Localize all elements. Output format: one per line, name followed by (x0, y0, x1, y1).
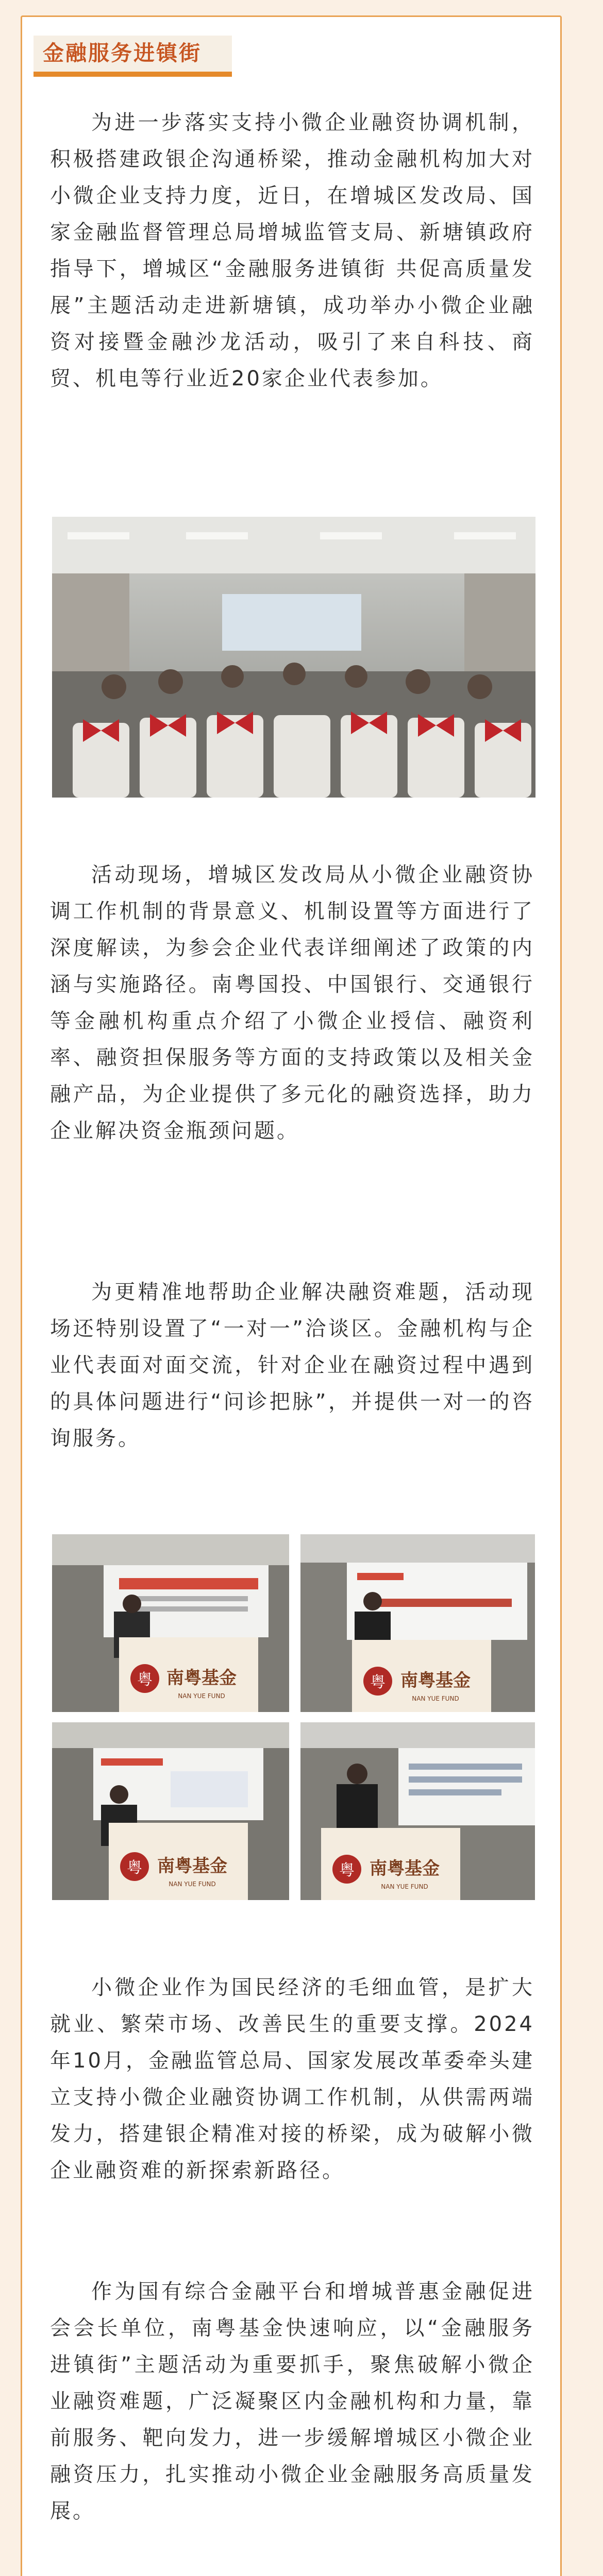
podium-brand-cn: 南粤基金 (157, 1856, 227, 1876)
paragraph-conclusion: 作为国有综合金融平台和增城普惠金融促进会会长单位，南粤基金快速响应，以“金融服务进镇街”主题活动为重要抓手，聚焦破解小微企业融资难题，广泛凝聚区内金融机构和力量，靠前服务、靶向发力，进一步缓解增城区小微企业融资压力，扎实推动小微企业金融服务高质量发展。 (50, 2280, 534, 2523)
speaker-photo-3 (52, 1722, 289, 1900)
podium-brand-cn: 南粤基金 (400, 1670, 471, 1691)
paragraph-intro: 为进一步落实支持小微企业融资协调机制，积极搭建政银企沟通桥梁，推动金融机构加大对小微企业支持力度，近日，在增城区发改局、国家金融监督管理总局增城监管支局、新塘镇政府指导下，增城区“金融服务进镇街 共促高质量发展”主题活动走进新塘镇，成功举办小微企业融资对接暨金融沙龙活动，吸引了来自科技、商贸、机电等行业近20家企业代表参加。 (50, 111, 534, 391)
speaker-photo-1 (52, 1534, 289, 1712)
podium-logo-char: 粤 (370, 1673, 386, 1691)
speaker-photo-4 (300, 1722, 535, 1900)
section-title-underline (34, 72, 232, 77)
podium-logo-char: 粤 (137, 1671, 153, 1689)
podium-logo-char: 粤 (127, 1859, 142, 1877)
podium-brand-cn: 南粤基金 (370, 1858, 440, 1879)
paragraph-event-overview: 活动现场，增城区发改局从小微企业融资协调工作机制的背景意义、机制设置等方面进行了深度解读，为参会企业代表详细阐述了政策的内涵与实施路径。南粤国投、中国银行、交通银行等金融机构重点介绍了小微企业授信、融资利率、融资担保服务等方面的支持政策以及相关金融产品，为企业提供了多元化的融资选择，助力企业解决资金瓶颈问题。 (50, 863, 534, 1143)
event-photo-audience (52, 517, 535, 798)
paragraph-background: 小微企业作为国民经济的毛细血管，是扩大就业、繁荣市场、改善民生的重要支撑。2024年10月，金融监管总局、国家发展改革委牵头建立支持小微企业融资协调工作机制，从供需两端发力，搭建银企精准对接的桥梁，成为破解小微企业融资难的新探索新路径。 (50, 1976, 534, 2182)
podium-brand-en: NAN YUE FUND (169, 1880, 216, 1888)
podium-brand-cn: 南粤基金 (166, 1668, 237, 1688)
podium-brand-en: NAN YUE FUND (412, 1695, 459, 1702)
podium-brand-en: NAN YUE FUND (178, 1692, 225, 1700)
section-title: 金融服务进镇街 (43, 41, 202, 65)
speaker-photo-2 (300, 1534, 535, 1712)
paragraph-consultation: 为更精准地帮助企业解决融资难题，活动现场还特别设置了“一对一”洽谈区。金融机构与企业代表面对面交流，针对企业在融资过程中遇到的具体问题进行“问诊把脉”，并提供一对一的咨询服务。 (50, 1280, 534, 1450)
podium-logo-char: 粤 (339, 1861, 355, 1879)
podium-brand-en: NAN YUE FUND (381, 1883, 428, 1890)
article-card (21, 15, 562, 2576)
